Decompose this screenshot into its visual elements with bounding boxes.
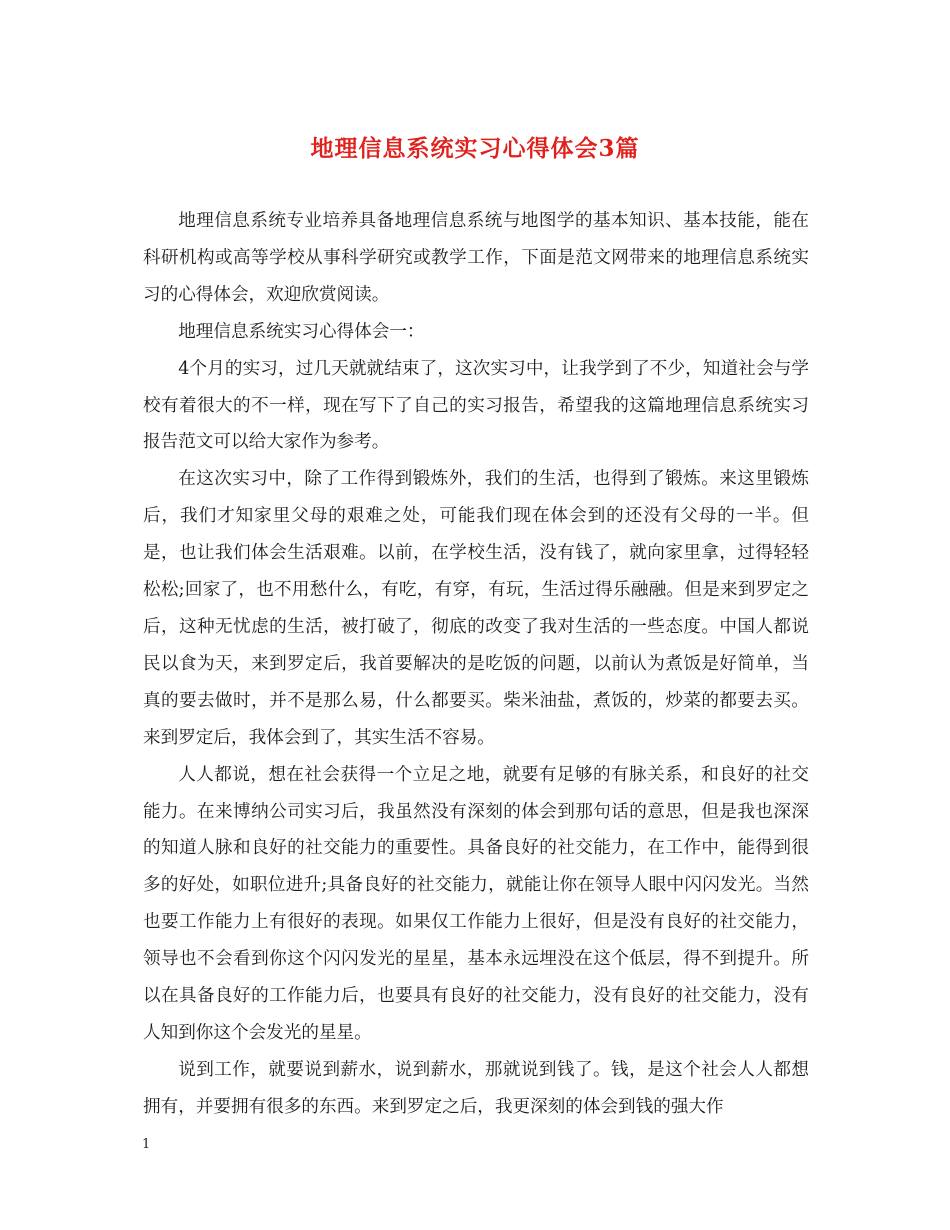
paragraph-intro: 地理信息系统专业培养具备地理信息系统与地图学的基本知识、基本技能，能在科研机构或高等学校从事科学研究或教学工作，下面是范文网带来的地理信息系统实习的心得体会，欢迎欣赏阅读。 xyxy=(143,211,809,305)
paragraph-social-skills: 人人都说，想在社会获得一个立足之地，就要有足够的有脉关系，和良好的社交能力。在来博纳公司实习后，我虽然没有深刻的体会到那句话的意思，但是我也深深的知道人脉和良好的社交能力的重要性。具备良好的社交能力，在工作中，能得到很多的好处，如职位进升;具备良好的社交能力，就能让你在领导人眼中闪闪发光。当然也要工作能力上有很好的表现。如果仅工作能力上很好，但是没有良好的社交能力，领导也不会看到你这个闪闪发光的星星，基本永远埋没在这个低层，得不到提升。所以在具备良好的工作能力后，也要具有良好的社交能力，没有良好的社交能力，没有人知到你这个会发光的星星。 xyxy=(143,764,809,1043)
section-heading-one: 地理信息系统实习心得体会一： xyxy=(178,321,425,342)
paragraph-internship-summary: 4个月的实习，过几天就就结束了，这次实习中，让我学到了不少，知道社会与学校有着很大的不一样，现在写下了自己的实习报告，希望我的这篇地理信息系统实习报告范文可以给大家作为参考。 xyxy=(143,358,809,453)
paragraph-life-experience: 在这次实习中，除了工作得到锻炼外，我们的生活，也得到了锻炼。来这里锻炼后，我们才知家里父母的艰难之处，可能我们现在体会到的还没有父母的一半。但是，也让我们体会生活艰难。以前，在学校生活，没有钱了，就向家里拿，过得轻轻松松;回家了，也不用愁什么，有吃，有穿，有玩，生活过得乐融融。但是来到罗定之后，这种无忧虑的生活，被打破了，彻底的改变了我对生活的一些态度。中国人都说民以食为天，来到罗定后，我首要解决的是吃饭的问题，以前认为煮饭是好简单，当真的要去做时，并不是那么易，什么都要买。柴米油盐，煮饭的，炒菜的都要去买。来到罗定后，我体会到了，其实生活不容易。 xyxy=(143,469,809,748)
page-number: 1 xyxy=(142,1137,151,1152)
document-title: 地理信息系统实习心得体会3篇 xyxy=(310,135,640,162)
paragraph-salary: 说到工作，就要说到薪水，说到薪水，那就说到钱了。钱，是这个社会人人都想拥有，并要拥有很多的东西。来到罗定之后，我更深刻的体会到钱的强大作 xyxy=(143,1059,809,1117)
document-body xyxy=(143,203,809,1126)
